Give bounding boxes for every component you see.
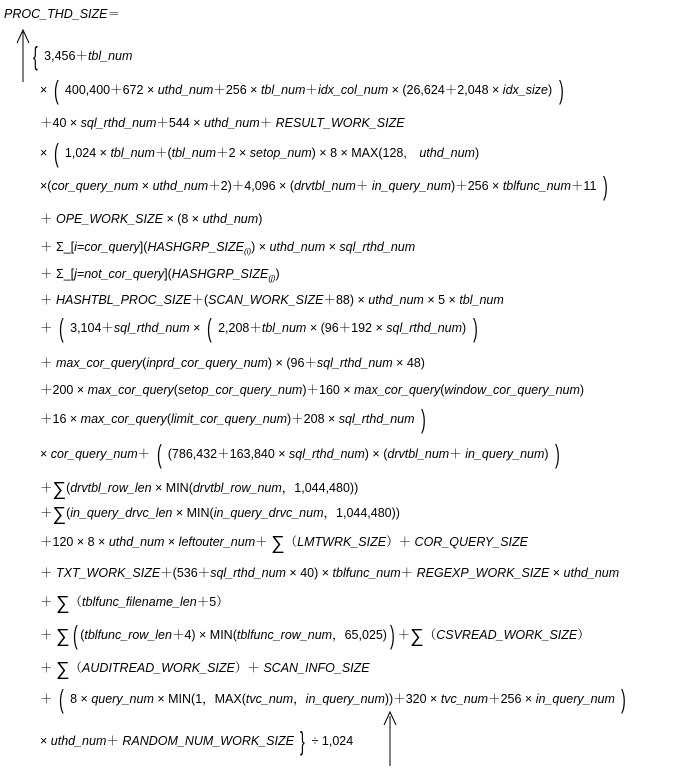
formula-line-14: × cor_query_num＋ ( (786,432＋163,840 × sql_rthd_num) × (drvtbl_num＋ in_query_num) ) <box>40 439 560 469</box>
formula-line-22: ＋ ( 8 × query_num × MIN(1，MAX(tvc_num，in_query_num))＋320 × tvc_num＋256 × in_query_num ) <box>40 684 627 714</box>
formula-line-5: ×(cor_query_num × uthd_num＋2)＋4,096 × (drvtbl_num＋ in_query_num)＋256 × tblfunc_num＋11 ) <box>40 171 608 201</box>
formula-title: PROC_THD_SIZE＝ <box>4 7 121 21</box>
formula-line-6: ＋ OPE_WORK_SIZE × (8 × uthd_num) <box>40 212 263 226</box>
formula-line-12: ＋200 × max_cor_query(setop_cor_query_num)＋160 × max_cor_query(window_cor_query_num) <box>40 383 585 397</box>
formula-line-13: ＋16 × max_cor_query(limit_cor_query_num)＋208 × sql_rthd_num ) <box>40 404 426 434</box>
formula-line-9: ＋ HASHTBL_PROC_SIZE＋(SCAN_WORK_SIZE＋88) × uthd_num × 5 × tbl_num <box>40 293 504 307</box>
formula-line-20: ＋ ∑ ( (tblfunc_row_len＋4) × MIN(tblfunc_row_num，65,025) ) ＋∑（CSVREAD_WORK_SIZE） <box>40 620 590 650</box>
formula-line-15: ＋∑(drvtbl_row_len × MIN(drvtbl_row_num，1,044,480)) <box>40 479 359 500</box>
formula-line-4: × ( 1,024 × tbl_num＋(tbl_num＋2 × setop_num) × 8 × MAX(128, uthd_num) <box>40 138 480 168</box>
formula-line-2: × ( 400,400＋672 × uthd_num＋256 × tbl_num＋idx_col_num × (26,624＋2,048 × idx_size) ) <box>40 75 564 105</box>
formula-line-3: ＋40 × sql_rthd_num＋544 × uthd_num＋ RESULT_WORK_SIZE <box>40 116 405 130</box>
formula-line-17: ＋120 × 8 × uthd_num × leftouter_num＋ ∑（LMTWRK_SIZE）＋ COR_QUERY_SIZE <box>40 533 528 554</box>
formula-line-19: ＋ ∑（tblfunc_filename_len＋5） <box>40 593 229 614</box>
formula-line-16: ＋∑(in_query_drvc_len × MIN(in_query_drvc_num，1,044,480)) <box>40 504 400 525</box>
formula-line-18: ＋ TXT_WORK_SIZE＋(536＋sql_rthd_num × 40) × tblfunc_num＋ REGEXP_WORK_SIZE × uthd_num <box>40 566 620 580</box>
formula-line-8: ＋ $\Sigma\_[j=not\_cor\_query](HASHGRP\_SIZE_{(j)})$ <box>40 267 280 283</box>
formula-line-10: ＋ ( 3,104＋sql_rthd_num × ( 2,208＋tbl_num × (96＋192 × sql_rthd_num) ) <box>40 313 478 343</box>
formula-line-7: ＋ $\Sigma\_[i=cor\_query](HASHGRP\_SIZE_{(i)})$ × uthd_num × sql_rthd_num <box>40 240 416 256</box>
formula-line-11: ＋ max_cor_query(inprd_cor_query_num) × (96＋sql_rthd_num × 48) <box>40 356 425 370</box>
formula-line-23: × uthd_num＋ RANDOM_NUM_WORK_SIZE } ÷ 1,024 <box>40 726 354 756</box>
formula-line-1: { 3,456＋tbl_num <box>32 41 133 71</box>
formula-line-21: ＋ ∑（AUDITREAD_WORK_SIZE）＋ SCAN_INFO_SIZE <box>40 659 370 680</box>
